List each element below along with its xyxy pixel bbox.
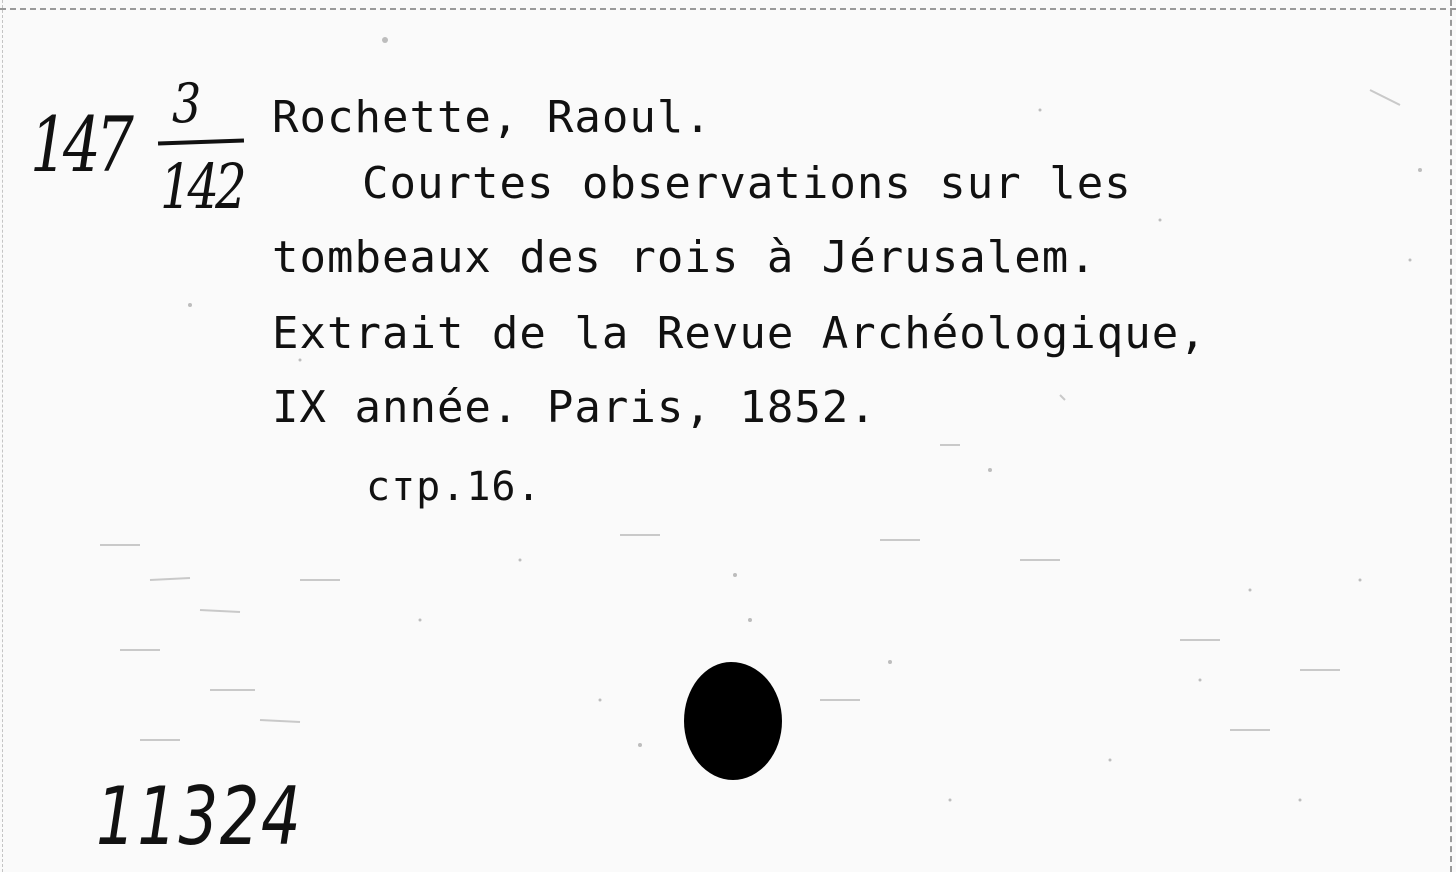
inventory-number: 11324 [96, 770, 303, 863]
card-edge-right [1450, 0, 1452, 872]
shelfmark-denominator: 142 [160, 150, 243, 223]
card-edge-left [2, 0, 3, 872]
page-count: стр.16. [366, 464, 542, 510]
title-line-1: Courtes observations sur les [362, 158, 1132, 209]
card-punch-hole [684, 662, 782, 780]
shelfmark-main: 147 [30, 100, 130, 189]
shelfmark-numerator: 3 [172, 72, 202, 135]
source-line-1: Extrait de la Revue Archéologique, [272, 308, 1207, 359]
source-line-2: IX année. Paris, 1852. [272, 382, 877, 433]
title-line-2: tombeaux des rois à Jérusalem. [272, 232, 1097, 283]
author-line: Rochette, Raoul. [272, 92, 712, 143]
card-edge-top [0, 8, 1456, 10]
